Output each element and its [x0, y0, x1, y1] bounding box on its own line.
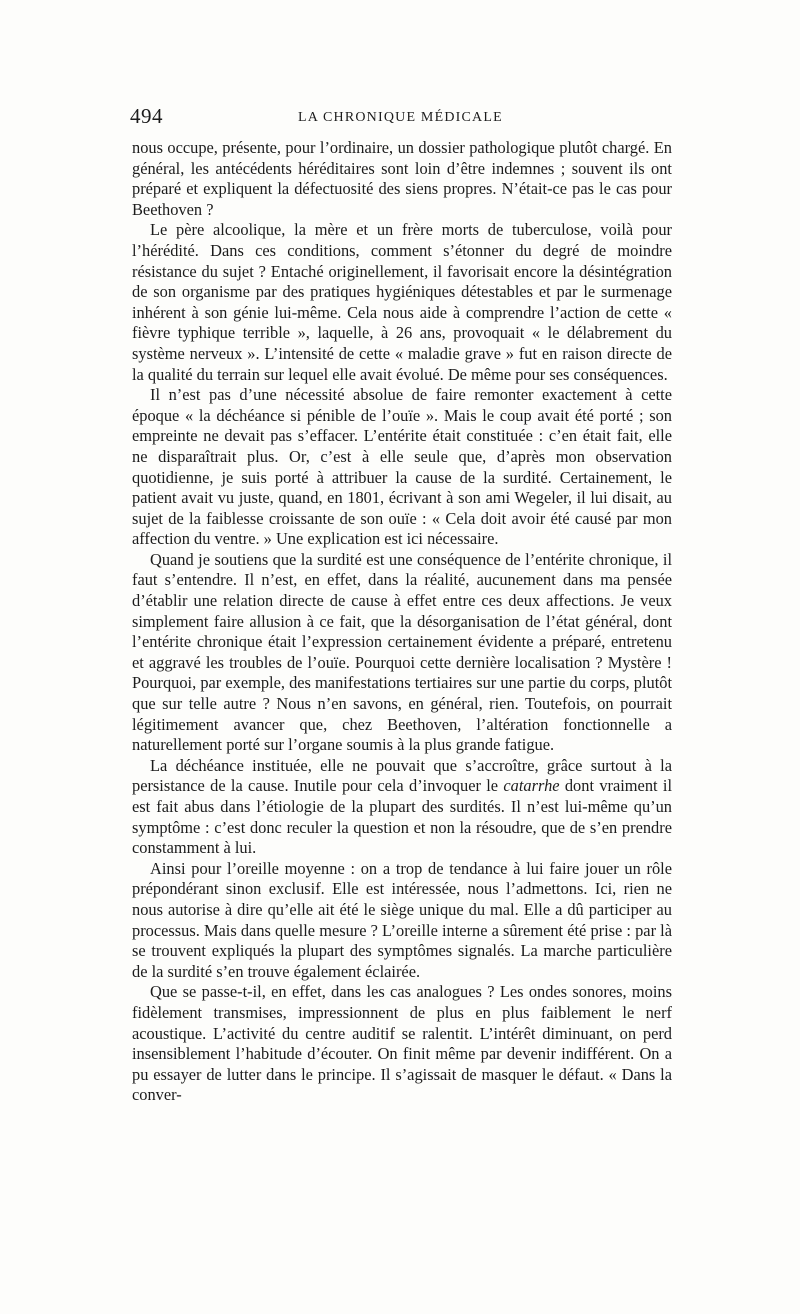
paragraph-decline-part-2: dont vraiment il est fait abus dans l’étiologie de la plupart des surdités. Il n’est lui-même qu’un symptôme : c’est donc reculer la question et non la résoudre, que de s’en prendre constamment à lui.	[132, 776, 672, 858]
paragraph-deafness-onset: Il n’est pas d’une nécessité absolue de faire remonter exactement à cette époque « la déchéance si pénible de l’ouïe ». Mais le coup avait été porté ; son empreinte ne devait pas s’effacer. L’entérite était constituée : c’en était fait, elle ne disparaîtrait plus. Or, c’est à elle seule que, d’après mon observation quotidienne, je suis porté à attribuer la cause de la surdité. Certainement, le patient avait vu juste, quand, en 1801, écrivant à son ami Wegeler, il lui disait, au sujet de la faiblesse croissante de son ouïe : « Cela doit avoir été causé par mon affection du ventre. » Une explication est ici nécessaire.	[132, 385, 672, 549]
page-header	[130, 104, 670, 134]
body-text	[132, 138, 672, 1106]
page-number: 494	[130, 104, 163, 128]
paragraph-sound-waves: Que se passe-t-il, en effet, dans les cas analogues ? Les ondes sonores, moins fidèlement transmises, impressionnent de plus en plus faiblement le nerf acoustique. L’activité du centre auditif se ralentit. L’intérêt diminuant, on perd insensiblement l’habitude d’écouter. On finit même par devenir indifférent. On a pu essayer de lutter dans le principe. Il s’agissait de masquer le défaut. « Dans la conver-	[132, 982, 672, 1105]
paragraph-decline	[132, 756, 672, 859]
paragraph-middle-ear: Ainsi pour l’oreille moyenne : on a trop de tendance à lui faire jouer un rôle prépondérant sinon exclusif. Elle est intéressée, nous l’admettons. Ici, rien ne nous autorise à dire qu’elle ait été le siège unique du mal. Elle a dû participer au processus. Mais dans quelle mesure ? L’oreille interne a sûrement été prise : par là se trouvent expliqués la plupart des symptômes signalés. La marche particulière de la surdité s’en trouve également éclairée.	[132, 858, 672, 981]
paragraph-continued: nous occupe, présente, pour l’ordinaire, un dossier pathologique plutôt chargé. En général, les antécédents héréditaires sont loin d’être indemnes ; souvent ils ont préparé et expliquent la défectuosité des siens propres. N’était-ce pas le cas pour Beethoven ?	[132, 138, 672, 219]
paragraph-heredity: Le père alcoolique, la mère et un frère morts de tuberculose, voilà pour l’hérédité. Dans ces conditions, comment s’étonner du degré de moindre résistance du sujet ? Entaché originellement, il favorisait encore la désintégration de son organisme par des pratiques hygiéniques détestables et par le surmenage inhérent à son génie lui-même. Cela nous aide à comprendre l’action de cette « fièvre typhique terrible », laquelle, à 26 ans, provoquait « le délabrement du système nerveux ». L’intensité de cette « maladie grave » fut en raison directe de la qualité du terrain sur lequel elle avait évolué. De même pour ses conséquences.	[132, 220, 672, 384]
paragraph-enteritis: Quand je soutiens que la surdité est une conséquence de l’entérite chronique, il faut s’entendre. Il n’est, en effet, dans la réalité, aucunement dans ma pensée d’établir une relation directe de cause à effet entre ces deux affections. Je veux simplement faire allusion à ce fait, que la désorganisation de l’état général, dont l’entérite chronique était l’expression certainement évidente a préparé, entretenu et aggravé les troubles de l’ouïe. Pourquoi cette dernière localisation ? Mystère ! Pourquoi, par exemple, des manifestations tertiaires sur une partie du corps, plutôt que sur telle autre ? Nous n’en savons, en général, rien. Toutefois, on pourrait légitimement avancer que, chez Beethoven, l’altération fonctionnelle a naturellement porté sur l’organe soumis à la plus grande fatigue.	[132, 549, 672, 755]
emphasis-catarrhe: catarrhe	[503, 776, 560, 796]
running-head: LA CHRONIQUE MÉDICALE	[298, 110, 503, 125]
paragraph-decline-part-1: La déchéance instituée, elle ne pouvait que s’accroître, grâce surtout à la persistance de la cause. Inutile pour cela d’invoquer le	[132, 755, 672, 796]
